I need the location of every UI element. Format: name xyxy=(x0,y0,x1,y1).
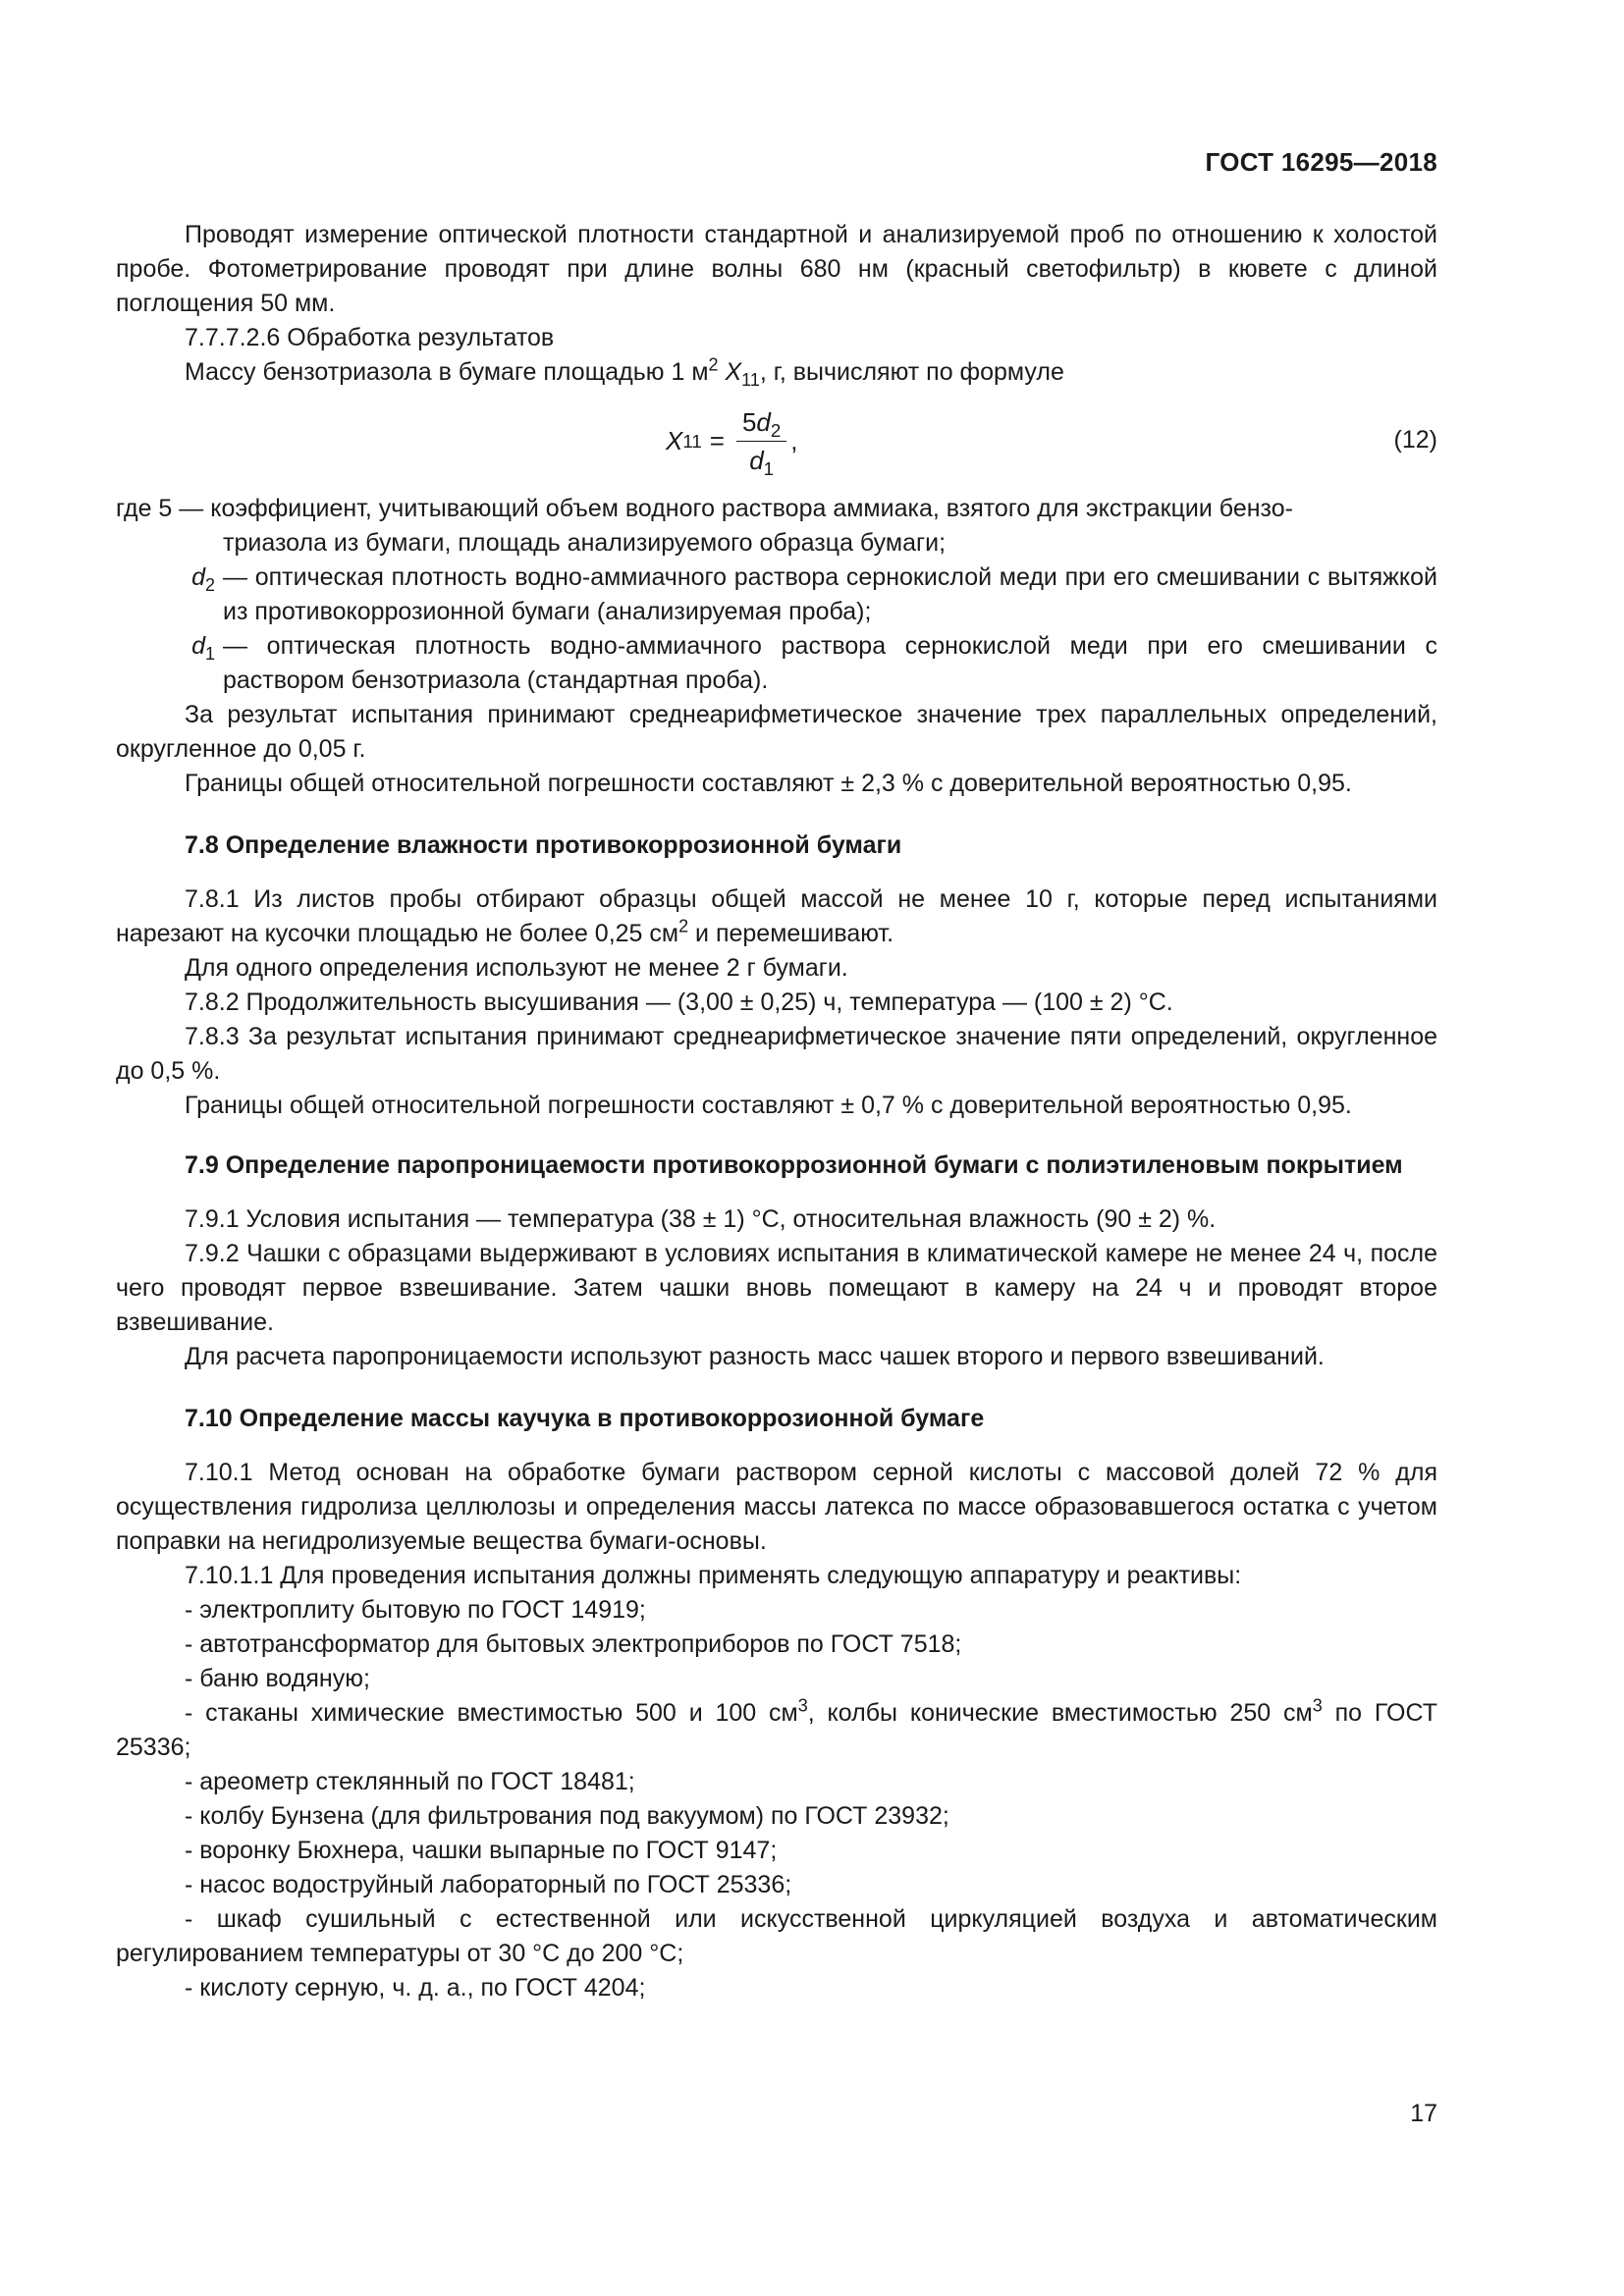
definition-d1: $d_1$ — оптическая плотность водно-аммиачного раствора сернокислой меди при его смешивании с раствором бензотриазола (стандартная проба). xyxy=(191,632,1437,694)
formula-definitions xyxy=(116,492,1437,698)
paragraph-7-10-1: 7.10.1 Метод основан на обработке бумаги раствором серной кислоты с массовой долей 72 % для осуществления гидролиза целлюлозы и определения массы латекса по массе образовавшегося остатка с учетом поправки на негидролизуемые вещества бумаги-основы. xyxy=(116,1459,1437,1555)
paragraph-7-8-1-b: Для одного определения используют не менее 2 г бумаги. xyxy=(185,954,848,982)
list-item: - автотрансформатор для бытовых электроприборов по ГОСТ 7518; xyxy=(185,1630,962,1658)
list-item: - кислоту серную, ч. д. а., по ГОСТ 4204; xyxy=(185,1974,646,2002)
definition-coefficient-cont: триазола из бумаги, площадь анализируемого образца бумаги; xyxy=(223,529,947,557)
section-7-9-title: 7.9 Определение паропроницаемости противокоррозионной бумаги с полиэтиленовым покрытием xyxy=(185,1151,1403,1179)
paragraph-7-9-1: 7.9.1 Условия испытания — температура (38 ± 1) °С, относительная влажность (90 ± 2) %. xyxy=(185,1205,1217,1233)
list-item: - шкаф сушильный с естественной или искусственной циркуляцией воздуха и автоматическим регулированием температуры от 30 °С до 200 °С; xyxy=(116,1905,1437,1967)
section-7-8-title: 7.8 Определение влажности противокоррозионной бумаги xyxy=(185,831,902,859)
paragraph-error-bounds: Границы общей относительной погрешности составляют ± 2,3 % с доверительной вероятностью 0,95. xyxy=(185,770,1352,797)
paragraph-7-8-error: Границы общей относительной погрешности составляют ± 0,7 % с доверительной вероятностью 0,95. xyxy=(185,1092,1352,1119)
list-item: - колбу Бунзена (для фильтрования под вакуумом) по ГОСТ 23932; xyxy=(185,1802,949,1830)
formula-number: (12) xyxy=(1393,426,1437,454)
formula-12 xyxy=(116,394,1437,492)
formula-fraction xyxy=(736,405,786,480)
paragraph-7-8-3: 7.8.3 За результат испытания принимают среднеарифметическое значение пяти определений, округленное до 0,5 %. xyxy=(116,1023,1437,1085)
fraction-numerator: $5d_2$ xyxy=(736,405,786,442)
formula-expression: X 11 = $\frac{5d_2}{d_1}$ , xyxy=(666,407,798,480)
list-item: - электроплиту бытовую по ГОСТ 14919; xyxy=(185,1596,646,1624)
section-7-10-title: 7.10 Определение массы каучука в противокоррозионной бумаге xyxy=(185,1405,985,1432)
definition-d2: $d_2$ — оптическая плотность водно-аммиачного раствора сернокислой меди при его смешивании с вытяжкой из противокоррозионной бумаги (анализируемая проба); xyxy=(191,563,1437,625)
paragraph-processing-heading: 7.7.7.2.6 Обработка результатов xyxy=(185,324,555,351)
fraction-denominator: $d_1$ xyxy=(749,446,775,480)
list-item: - ареометр стеклянный по ГОСТ 18481; xyxy=(185,1768,635,1795)
paragraph-formula-intro: Массу бензотриазола в бумаге площадью 1 $м^2$ $X_{11}$, г, вычисляют по формуле xyxy=(185,354,1064,390)
list-item: - насос водоструйный лабораторный по ГОСТ 25336; xyxy=(185,1871,792,1898)
paragraph-7-9-calc: Для расчета паропроницаемости используют разность масс чашек второго и первого взвешиваний. xyxy=(185,1343,1325,1370)
paragraph-photometry: Проводят измерение оптической плотности стандартной и анализируемой проб по отношению к холостой пробе. Фотометрирование проводят при длине волны 680 нм (красный светофильтр) в кювете с длиной поглощения 50 мм. xyxy=(116,221,1437,317)
list-item: - баню водяную; xyxy=(185,1665,370,1692)
list-item: - стаканы химические вместимостью 500 и 100 $см^3$, колбы конические вместимостью 250 $см^3$ по ГОСТ 25336; xyxy=(116,1695,1437,1761)
definition-coefficient: где 5 — коэффициент, учитывающий объем водного раствора аммиака, взятого для экстракции бензо- xyxy=(116,495,1293,522)
page-content xyxy=(116,218,1437,2005)
paragraph-7-8-1: 7.8.1 Из листов пробы отбирают образцы общей массой не менее 10 г, которые перед испытаниями нарезают на кусочки площадью не более 0,25 $см^2$ и перемешивают. xyxy=(116,885,1437,947)
paragraph-result: За результат испытания принимают среднеарифметическое значение трех параллельных определений, округленное до 0,05 г. xyxy=(116,701,1437,763)
document-code-header: ГОСТ 16295—2018 xyxy=(1205,147,1437,177)
paragraph-7-9-2: 7.9.2 Чашки с образцами выдерживают в условиях испытания в климатической камере не менее 24 ч, после чего проводят первое взвешивание. Затем чашки вновь помещают в камеру на 24 ч и проводят второе взвешивание. xyxy=(116,1240,1437,1336)
paragraph-7-8-2: 7.8.2 Продолжительность высушивания — (3,00 ± 0,25) ч, температура — (100 ± 2) °С. xyxy=(185,988,1173,1016)
page-number: 17 xyxy=(1410,2100,1437,2127)
list-item: - воронку Бюхнера, чашки выпарные по ГОСТ 9147; xyxy=(185,1837,778,1864)
paragraph-7-10-1-1: 7.10.1.1 Для проведения испытания должны применять следующую аппаратуру и реактивы: xyxy=(185,1562,1242,1589)
